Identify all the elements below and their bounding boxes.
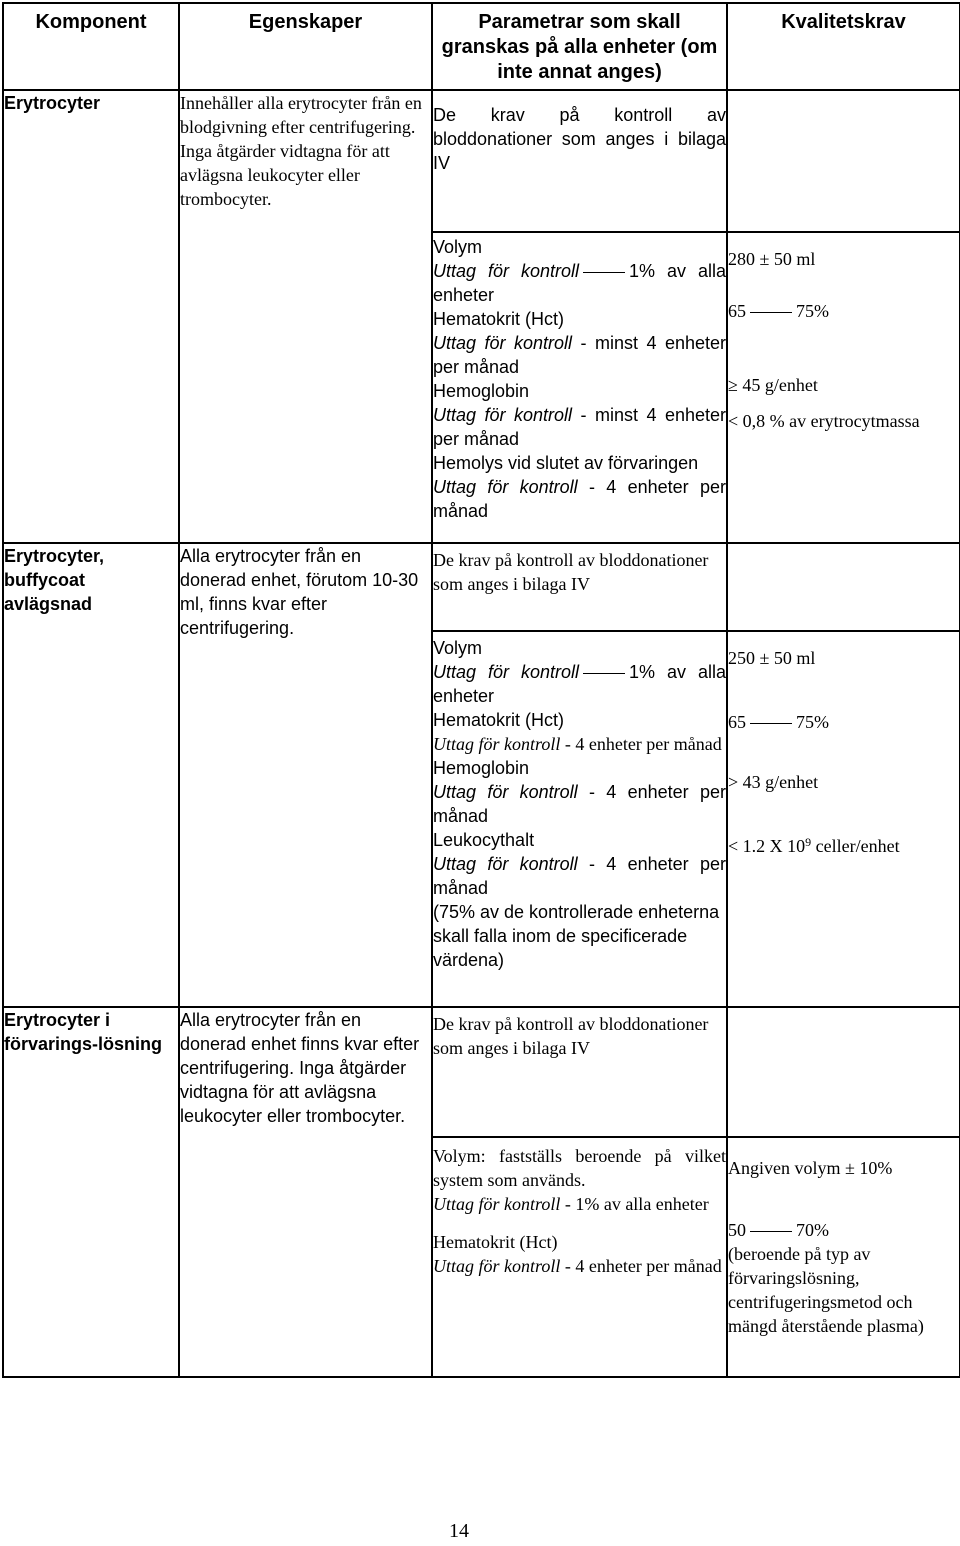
param-sampling-value: - 1% av alla enheter: [564, 1194, 709, 1214]
quality-volume: 250 ± 50 ml: [728, 648, 816, 668]
param-sampling-value: - 4 enheter per månad: [433, 477, 726, 521]
quality-cell: [727, 1137, 960, 1377]
param-name: Hematokrit (Hct): [433, 309, 565, 329]
quality-volume: 280 ± 50 ml: [728, 249, 816, 269]
param-sampling: Uttag för kontroll: [433, 1194, 561, 1214]
page-number: 14: [449, 1520, 469, 1542]
intro-cell: [432, 90, 727, 232]
quality-volume: Angiven volym ± 10%: [728, 1158, 893, 1178]
quality-hematocrit: 65 75%: [728, 712, 829, 732]
quality-leukocytes: < 1.2 X $10^9$ celler/enhet: [728, 835, 900, 856]
quality-hemoglobin: ≥ 45 g/enhet: [728, 375, 818, 395]
table-row: [3, 1007, 960, 1137]
leukocyte-note: (75% av de kontrollerade enheterna skall falla inom de specificerade värdena): [433, 902, 720, 970]
intro-cell: [432, 543, 727, 631]
param-name: Hematokrit (Hct): [433, 1232, 558, 1252]
param-name: Volym: [433, 638, 483, 658]
component-cell: Erytrocyter, buffycoat avlägsnad: [3, 543, 179, 1007]
header-parameters: Parametrar som skall granskas på alla enheter (om inte annat anges): [432, 3, 727, 90]
table-header-row: [3, 3, 960, 90]
quality-cell: [727, 631, 960, 1007]
param-sampling: Uttag för kontroll: [433, 1256, 561, 1276]
intro-cell: [432, 1007, 727, 1137]
dash-separator: [583, 272, 625, 273]
param-name: Hemolys vid slutet av förvaringen: [433, 453, 699, 473]
component-cell: Erytrocyter i förvarings-lösning: [3, 1007, 179, 1377]
param-sampling: Uttag för kontroll: [433, 477, 578, 497]
quality-requirements-table: [2, 2, 960, 1378]
table-row: [3, 543, 960, 631]
param-sampling-value: 1% av alla enheter: [433, 662, 726, 706]
header-properties: Egenskaper: [179, 3, 432, 90]
param-sampling-value: - 4 enheter per månad: [433, 854, 726, 898]
param-sampling-value: - minst 4 enheter per månad: [433, 405, 726, 449]
param-sampling: Uttag för kontroll: [433, 261, 579, 281]
quality-empty-cell: [727, 1007, 960, 1137]
param-name: Hematokrit (Hct): [433, 710, 565, 730]
component-cell: Erytrocyter: [3, 90, 179, 543]
quality-hematocrit: 50 70%: [728, 1220, 829, 1240]
param-name: Volym: [433, 237, 483, 257]
param-name: Hemoglobin: [433, 381, 530, 401]
table-row: [3, 90, 960, 232]
properties-cell: Innehåller alla erytrocyter från en blodgivning efter centrifugering. Inga åtgärder vidtagna för att avlägsna leukocyter eller trombocyter.: [179, 90, 432, 543]
header-component: Komponent: [3, 3, 179, 90]
quality-hemolysis: < 0,8 % av erytrocytmassa: [728, 411, 920, 431]
param-sampling: Uttag för kontroll: [433, 734, 561, 754]
properties-cell: Alla erytrocyter från en donerad enhet, förutom 10-30 ml, finns kvar efter centrifugering.: [179, 543, 432, 1007]
quality-hematocrit-note: (beroende på typ av förvaringslösning, centrifugeringsmetod och mängd återstående plasma): [728, 1244, 924, 1336]
param-sampling: Uttag för kontroll: [433, 854, 578, 874]
param-name: Leukocythalt: [433, 830, 535, 850]
properties-cell: Alla erytrocyter från en donerad enhet finns kvar efter centrifugering. Inga åtgärder vidtagna för att avlägsna leukocyter eller trombocyter.: [179, 1007, 432, 1377]
param-sampling: Uttag för kontroll: [433, 405, 573, 425]
param-sampling-value: - 4 enheter per månad: [433, 782, 726, 826]
param-sampling-value: - 4 enheter per månad: [564, 734, 722, 754]
param-sampling-value: - 4 enheter per månad: [564, 1256, 722, 1276]
param-sampling-value: 1% av alla enheter: [433, 261, 726, 305]
param-name: Volym: fastställs beroende på vilket system som används.: [433, 1146, 726, 1190]
header-quality: Kvalitetskrav: [727, 3, 960, 90]
control-intro-text: De krav på kontroll av bloddonationer som anges i bilaga IV: [433, 1014, 709, 1058]
quality-hemoglobin: > 43 g/enhet: [728, 772, 819, 792]
control-intro-text: De krav på kontroll av bloddonationer som anges i bilaga IV: [433, 105, 726, 173]
param-name: Hemoglobin: [433, 758, 530, 778]
quality-empty-cell: [727, 90, 960, 232]
parameters-cell: [432, 1137, 727, 1377]
param-sampling: Uttag för kontroll: [433, 782, 578, 802]
control-intro-text: De krav på kontroll av bloddonationer som anges i bilaga IV: [433, 550, 709, 594]
parameters-cell: [432, 232, 727, 543]
quality-empty-cell: [727, 543, 960, 631]
param-sampling-value: - minst 4 enheter per månad: [433, 333, 726, 377]
dash-separator: [583, 673, 625, 674]
quality-cell: [727, 232, 960, 543]
param-sampling: Uttag för kontroll: [433, 662, 579, 682]
parameters-cell: [432, 631, 727, 1007]
param-sampling: Uttag för kontroll: [433, 333, 573, 353]
quality-hematocrit: 65 75%: [728, 301, 829, 321]
